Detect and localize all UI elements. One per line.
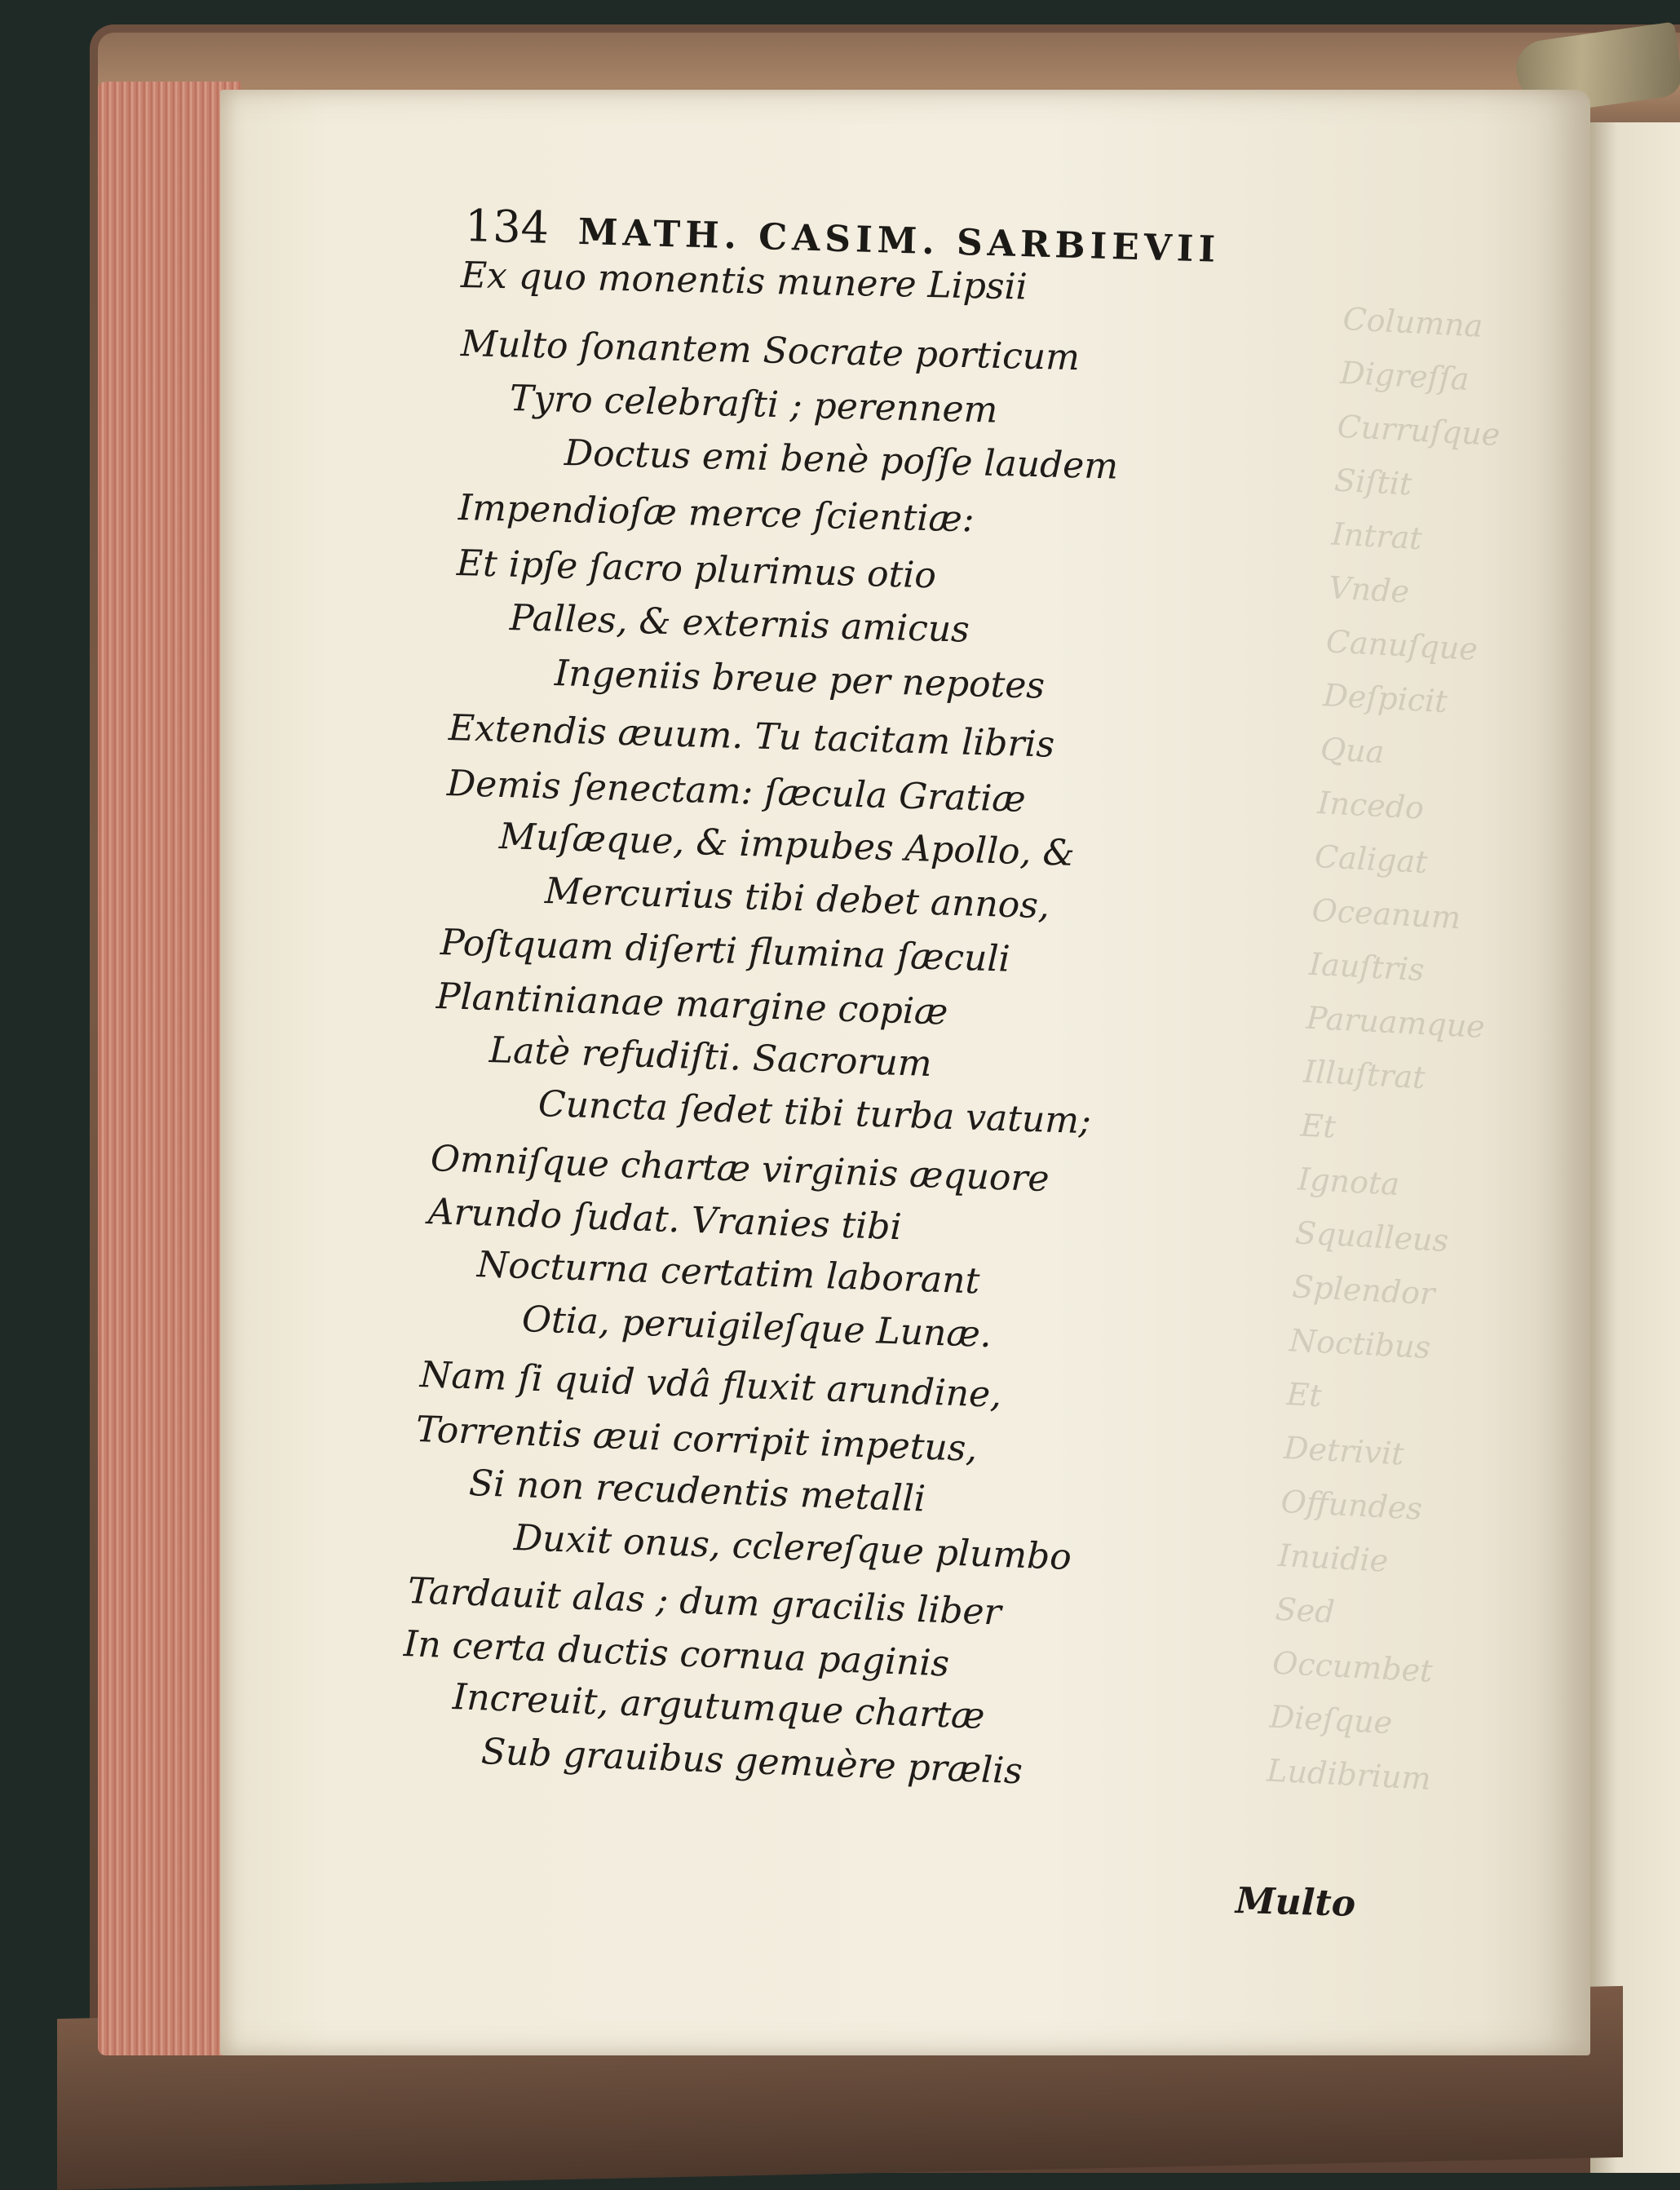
verse-line-1: Ex quo monentis munere Lipsii [460,254,1028,308]
verse-line-21: Nam ſi quid vdâ fluxit arundine, [419,1354,1003,1416]
verse-line-19: Nocturna certatim laborant [476,1244,981,1303]
verse-line-25: Tardauit alas ; dum gracilis liber [407,1570,1002,1634]
verse-line-28: Sub grauibus gemuère prælis [480,1731,1023,1793]
verse-line-5: Impendioſæ merce ſcientiæ: [458,487,975,541]
verse-line-27: Increuit, argutumque chartæ [452,1676,986,1737]
verse-line-2: Multo ſonantem Socrate porticum [460,323,1081,379]
show-through-text: Columna Digreſſa Curruſque Siſtit Intrat Vnde Canuſque Deſpicit Qua Incedo Caligat Oceanum Iauſtris Paruamque Illuſtrat Et Ignota Squalleus Splendor Noctibus Et Detrivit Offundes Inuidie Sed Occumbet Dieſque Ludibrium [1266,300,1501,1797]
running-title: MATH. CASIM. SARBIEVII [577,210,1221,271]
verse-line-12: Mercurius tibi debet annos, [544,870,1050,927]
verse-line-23: Si non recudentis metalli [468,1462,926,1520]
verse-line-13: Poſtquam diſerti flumina ſæculi [440,922,1011,980]
verse-line-8: Ingeniis breue per nepotes [554,653,1046,707]
verse-line-14: Plantinianae margine copiæ [435,976,949,1033]
verse-line-17: Omniſque chartæ virginis æquore [430,1138,1050,1201]
verse-line-11: Muſæque, & impubes Apollo, & [498,816,1076,874]
verse-line-10: Demis ſenectam: ſæcula Gratiæ [446,763,1027,821]
verse-line-7: Palles, & externis amicus [509,597,970,651]
verse-line-16: Cuncta ſedet tibi turba vatum; [537,1083,1092,1143]
page-number: 134 [464,200,550,254]
verse-line-22: Torrentis æui corripit impetus, [415,1409,979,1471]
verse-line-6: Et ipſe ſacro plurimus otio [456,542,937,597]
verse-line-9: Extendis æuum. Tu tacitam libris [448,707,1055,766]
catchword: Multo [1235,1880,1356,1925]
verse-line-20: Otia, peruigileſque Lunæ. [521,1299,993,1356]
verse-line-4: Doctus emi benè poſſe laudem [564,432,1119,488]
verse-line-18: Arundo ſudat. Vranies tibi [427,1191,903,1249]
verse-line-15: Latè refudiſti. Sacrorum [489,1029,933,1086]
verse-line-24: Duxit onus, cclereſque plumbo [513,1517,1072,1578]
verse-line-3: Tyro celebraſti ; perennem [509,378,998,431]
verse-line-26: In certa ductis cornua paginis [403,1623,950,1685]
